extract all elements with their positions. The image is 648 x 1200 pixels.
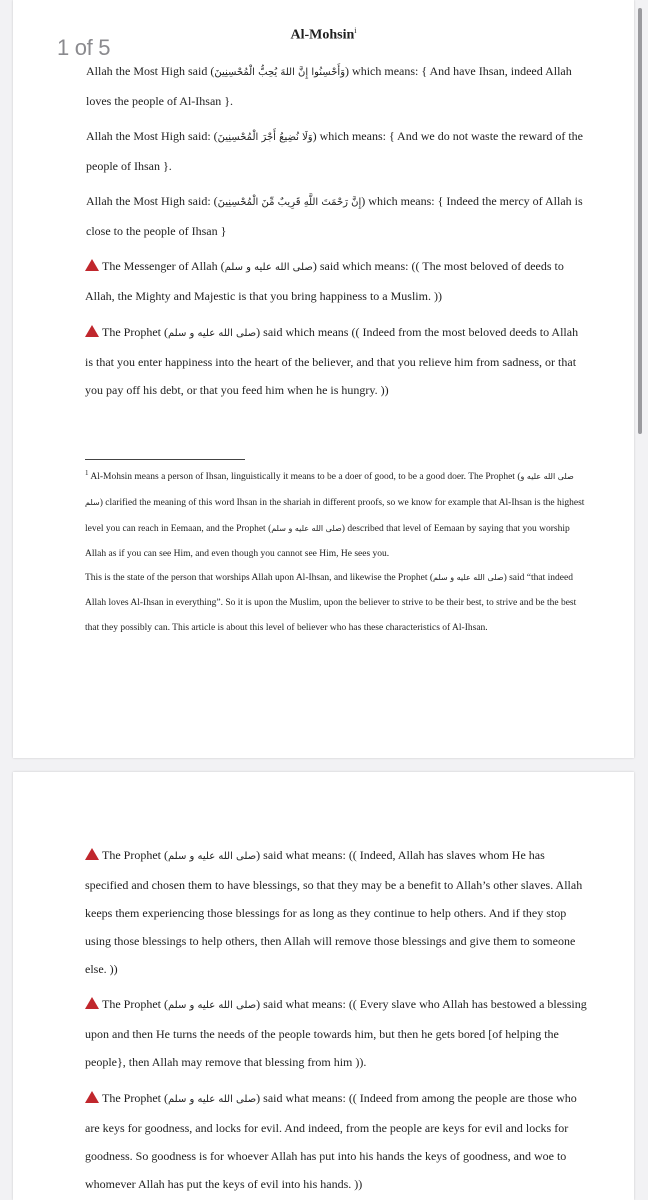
document-page-2 <box>13 772 634 1200</box>
red-triangle-icon <box>85 1091 99 1103</box>
hadith-paragraph: The Prophet (صلى الله عليه و سلم) said what means: (( Indeed, Allah has slaves whom He has specified and chosen them to have blessings, so that they may be a benefit to Allah’s other slaves. Allah keeps them experiencing those blessings for as long as they continue to help others. And if they stop using those blessings to help others, then Allah will remove those blessings and give them to someone else. )) <box>85 848 583 976</box>
title-note-marker: i <box>354 26 357 35</box>
footnote-divider <box>85 459 245 460</box>
page-indicator: 1 of 5 <box>57 35 111 60</box>
scrollbar[interactable] <box>638 8 642 434</box>
red-triangle-icon <box>85 848 99 860</box>
hadith-paragraph: The Prophet (صلى الله عليه و سلم) said what means: (( Indeed from among the people are those who are keys for goodness, and locks for evil. And indeed, from the people are keys for evil and locks for goodness. So goodness is for whoever Allah has put into his hands the keys of goodness, and woe to whomever Allah has put the keys of evil into his hands. )) <box>85 1091 577 1191</box>
page-title: Al-Mohsin$^i$ <box>290 26 357 43</box>
hadith-paragraph: The Prophet (صلى الله عليه و سلم) said which means (( Indeed from the most beloved deeds to Allah is that you enter happiness into the heart of the believer, and that you relieve him from sadness, or that you pay off his debt, or that you feed him when he is hungry. )) <box>85 325 579 397</box>
red-triangle-icon <box>85 325 99 337</box>
red-triangle-icon <box>85 997 99 1009</box>
hadith-paragraph: The Messenger of Allah (صلى الله عليه و سلم) said which means: (( The most beloved of deeds to Allah, the Mighty and Majestic is that you bring happiness to a Muslim. )) <box>85 259 564 303</box>
red-triangle-icon <box>85 259 99 271</box>
document-page-1 <box>13 0 634 758</box>
verse-paragraph: Allah the Most High said: (وَلَا نُضِيعُ أَجْرَ الْمُحْسِنِينَ) which means: { And we do not waste the reward of the people of Ihsan }. <box>86 129 583 173</box>
verse-paragraph: Allah the Most High said (وَأَحْسِنُوا إِنَّ اللهَ يُحِبُّ الْمُحْسِنِينَ) which means: { And have Ihsan, indeed Allah loves the people of Al-Ihsan }. <box>86 64 572 108</box>
verse-paragraph: Allah the Most High said: (إِنَّ رَحْمَتَ اللَّهِ قَرِيبٌ مِّنَ الْمُحْسِنِينَ) which means: { Indeed the mercy of Allah is close to the people of Ihsan } <box>86 194 583 238</box>
hadith-paragraph: The Prophet (صلى الله عليه و سلم) said what means: (( Every slave who Allah has bestowed a blessing upon and then He turns the needs of the people towards him, but then he gets bored [of helping the people}, then Allah may remove that blessing from him )). <box>85 997 587 1069</box>
footnote-paragraph: This is the state of the person that worships Allah upon Al-Ihsan, and likewise the Prophet (صلى الله عليه و سلم) said “that indeed Allah loves Al-Ihsan in everything”. So it is upon the Muslim, upon the believer to strive to be their best, to strive and be the best that they possibly can. This article is about this level of believer who has these characteristics of Al-Ihsan. <box>85 573 577 633</box>
footnote-paragraph: $^1$ Al-Mohsin means a person of Ihsan, linguistically it means to be a doer of good, to be a good doer. The Prophet (صلى الله عليه و سلم) clarified the meaning of this word Ihsan in the shariah in different proofs, so we know for example that Al-Ihsan is the highest level you can reach in Eemaan, and the Prophet (صلى الله عليه و سلم) described that level of Eemaan by saying that you worship Allah as if you can see Him, and even though you cannot see Him, He sees you. <box>85 469 585 560</box>
footnote-marker: 1 <box>85 469 89 477</box>
